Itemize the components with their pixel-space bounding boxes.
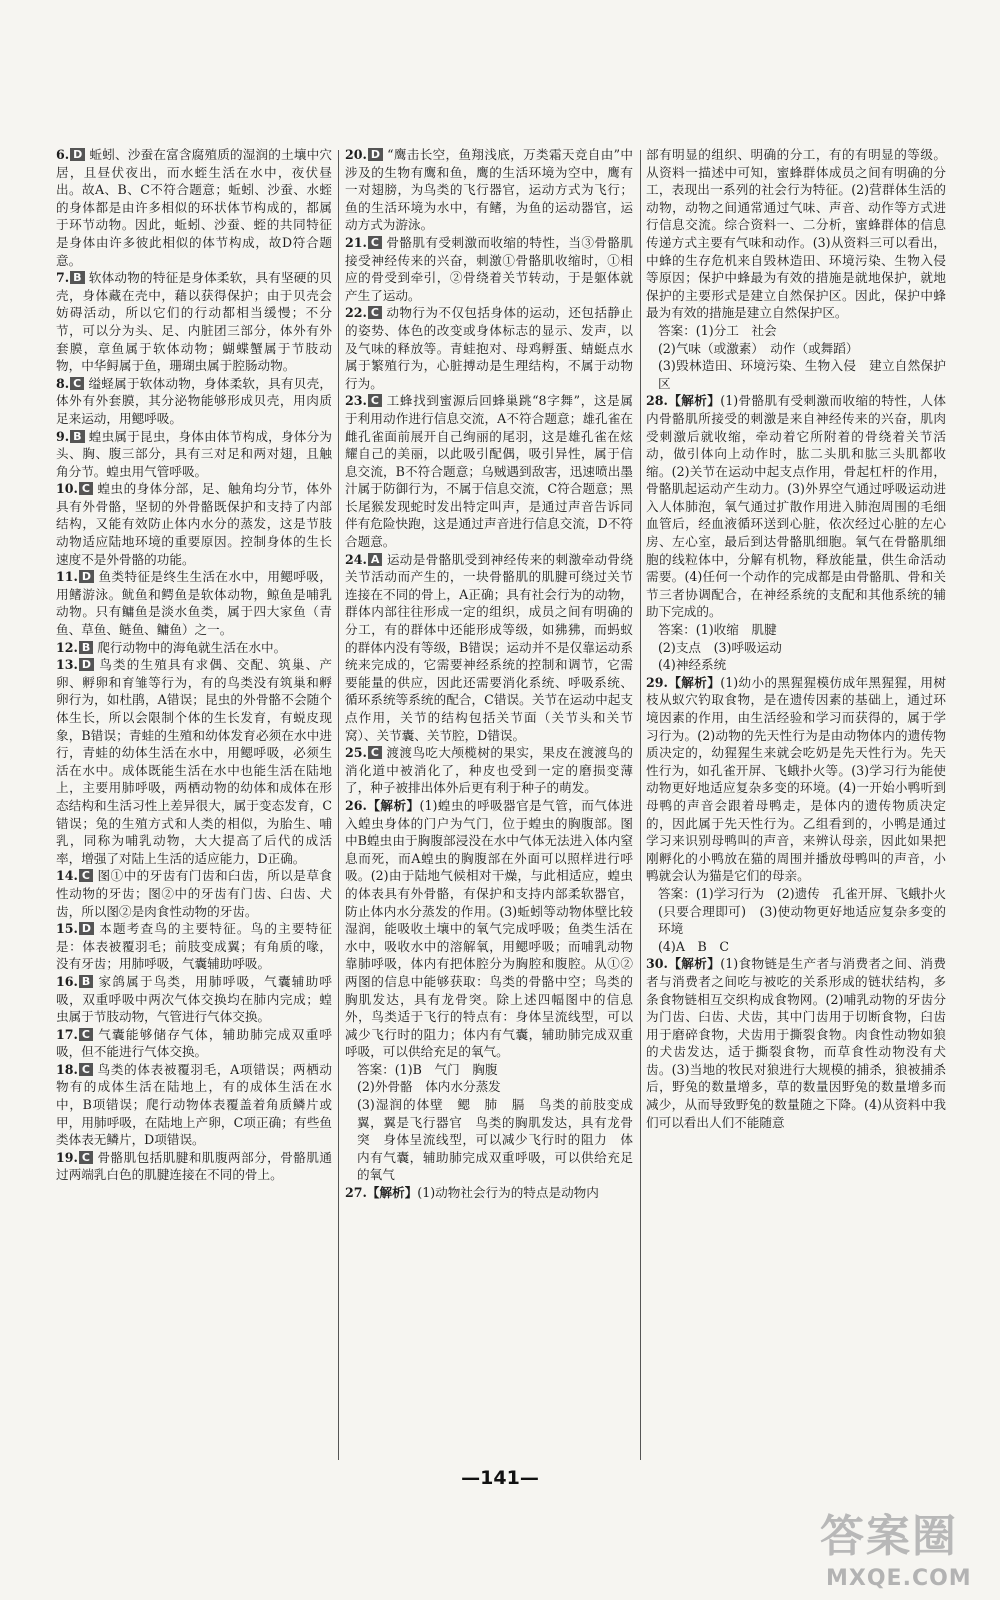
question-paragraph xyxy=(56,480,332,568)
answer-line: 答案：(1)分工 社会 xyxy=(658,322,777,338)
answer-line: (2)支点 (3)呼吸运动 xyxy=(658,639,782,655)
answer-letter-badge: B xyxy=(79,975,93,988)
explanation-text: 软体动物的特征是身体柔软，具有坚硬的贝壳，身体藏在壳中，藉以获得保护；由于贝壳会妨碍活动，所以它们的行动都相当缓慢；不分节，可以分为头、足、内脏团三部分，体外有外套膜，章鱼属于软体动物；蝴蝶蟹属于节肢动物，中华鲟属于鱼，珊瑚虫属于腔肠动物。 xyxy=(56,270,332,374)
column-divider xyxy=(640,150,641,1460)
question-number: 27. xyxy=(345,1185,367,1201)
question-number: 21. xyxy=(345,234,367,250)
answer-block xyxy=(345,1061,633,1184)
answer-line: 答案：(1)学习行为 (2)遗传 孔雀开屏、飞蛾扑火(只要合理即可) (3)使动物更好地适应复杂多变的环境 xyxy=(658,885,946,937)
question-paragraph xyxy=(646,392,946,621)
explanation-text: (1)蝗虫的呼吸器官是气管，而气体进入蝗虫身体的门户为气门，位于蝗虫的胸腹部。图中B蝗虫由于胸腹部浸没在水中气体无法进入体内窒息而死，而A蝗虫的胸腹部在外面可以照样进行呼吸。(2)由于陆地气候相对干燥，与此相适应，蝗虫的体表具有外骨骼，有保护和支持内部柔软器官，防止体内水分蒸发的作用。(3)蚯蚓等动物体壁比较湿润，能吸收土壤中的氧气完成呼吸；鱼类生活在水中，吸收水中的溶解氧，用鳃呼吸；而哺乳动物靠肺呼吸，体内有把体腔分为胸腔和腹腔。从①②两图的信息中能够获取：鸟类的骨骼中空；鸟类的胸肌发达，具有龙骨突。除上述四幅图中的信息外，鸟类适于飞行的特点有：身体呈流线型，可以减少飞行时的阻力；体内有气囊，辅助肺完成双重呼吸，可以供给充足的氧气。 xyxy=(345,797,633,1060)
explanation-text: 鸟类的体表被覆羽毛，A项错误；两栖动物有的成体生活在陆地上，有的成体生活在水中，B项错误；爬行动物体表覆盖着角质鳞片或甲，用肺呼吸，在陆地上产卵，C项正确；有些鱼类体表无鳞片，D项错误。 xyxy=(56,1061,332,1148)
question-item xyxy=(345,551,633,745)
answer-block xyxy=(646,322,946,392)
answer-letter-badge: D xyxy=(368,148,383,161)
answer-letter-badge: D xyxy=(70,148,85,161)
analysis-tag: 【解析】 xyxy=(667,674,721,690)
question-paragraph xyxy=(56,656,332,867)
question-paragraph xyxy=(345,797,633,1061)
explanation-text: 工蜂找到蜜源后回蜂巢跳“8字舞”，这是属于利用动作进行信息交流，A不符合题意；雄孔雀在雌孔雀面前展开自己绚丽的尾羽，这是雄孔雀在炫耀自己的美丽，以此吸引配偶，吸引异性，属于信息交流，B不符合题意；乌贼遇到敌害，迅速喷出墨汁属于防御行为，不属于信息交流，C符合题意；黑长尾猴发现蛇时发出特定叫声，是通过声音告诉同伴有危险快跑，这是通过声音进行信息交流，D不符合题意。 xyxy=(345,393,633,550)
explanation-text: 骨骼肌包括肌腱和肌腹两部分，骨骼肌通过两端乳白色的肌腱连接在不同的骨上。 xyxy=(56,1149,332,1183)
question-item xyxy=(345,392,633,550)
question-number: 22. xyxy=(345,305,367,321)
column-divider xyxy=(338,150,339,1460)
answer-letter-badge: D xyxy=(79,658,94,671)
explanation-text: 部有明显的组织、明确的分工，有的有明显的等级。从资料一描述中可知，蜜蜂群体成员之间有明确的分工，表现出一系列的社会行为特征。(2)营群体生活的动物，动物之间通常通过气味、声音、动作等方式进行信息交流。综合资料一、二分析，蜜蜂群体的信息传递方式主要有气味和动作。(3)从资料三可以看出，中蜂的生存危机来自毁林造田、环境污染、生物入侵等原因；保护中蜂最为有效的措施是就地保护，就地保护的主要形式是建立自然保护区。因此，保护中蜂最为有效的措施是建立自然保护区。 xyxy=(646,147,946,321)
question-paragraph xyxy=(56,639,332,657)
question-item xyxy=(345,797,633,1061)
question-number: 28. xyxy=(646,393,668,409)
question-item xyxy=(56,375,332,428)
question-item xyxy=(56,1061,332,1149)
question-paragraph xyxy=(56,1149,332,1184)
question-item xyxy=(56,269,332,375)
question-paragraph xyxy=(345,234,633,304)
answer-letter-badge: D xyxy=(79,570,94,583)
question-paragraph xyxy=(56,973,332,1026)
answer-letter-badge: A xyxy=(368,553,383,566)
column-left xyxy=(56,146,332,1461)
explanation-text: (1)幼小的黑猩猩模仿成年黑猩猩，用树枝从蚁穴钓取食物，是在遗传因素的基础上，通过环境因素的作用，由生活经验和学习而获得的，属于学习行为。(2)动物的先天性行为是由动物体内的遗传物质决定的，幼猩猩生来就会吃奶是先天性行为。先天性行为，如孔雀开屏、飞蛾扑火等。(3)学习行为能使动物更好地适应复杂多变的环境。(4)一开始小鸭听到母鸭的声音会跟着母鸭走，是体内的遗传物质决定的，因此属于先天性行为。乙组看到的，小鸭是通过学习来识别母鸭叫的声音，来辨认母亲，因此如果把刚孵化的小鸭放在猫的周围并播放母鸭叫的声音，小鸭就会认为猫是它们的母亲。 xyxy=(646,674,946,884)
question-item xyxy=(56,867,332,920)
answer-letter-badge: C xyxy=(70,377,84,390)
question-item xyxy=(56,568,332,638)
column-right xyxy=(646,146,946,1461)
question-paragraph xyxy=(56,269,332,375)
question-paragraph xyxy=(345,551,633,745)
question-paragraph xyxy=(646,146,946,322)
column-middle xyxy=(345,146,633,1461)
explanation-text: 图①中的牙齿有门齿和臼齿，所以是草食性动物的牙齿；图②中的牙齿有门齿、臼齿、犬齿，所以图②是肉食性动物的牙齿。 xyxy=(56,868,332,919)
explanation-text: 鸟类的生殖具有求偶、交配、筑巢、产卵、孵卵和育雏等行为，有的鸟类没有筑巢和孵卵行为，如杜鹃，A错误；昆虫的外骨骼不会随个体生长，所以会限制个体的生长发育，有蜕皮现象，B错误；青蛙的生殖和幼体发育必须在水中进行，青蛙的幼体生活在水中，用鳃呼吸，必须生活在水中。成体既能生活在水中也能生活在陆地上，主要用肺呼吸，两栖动物的幼体和成体在形态结构和生活习性上差异很大，属于变态发育，C错误；兔的生殖方式和人类的相似，为胎生、哺乳，同称为哺乳动物，大大提高了后代的成活率，增强了对陆上生活的适应能力，D正确。 xyxy=(56,657,332,866)
question-number: 18. xyxy=(56,1061,78,1077)
answer-line: (2)气味（或激素） 动作（或舞蹈） xyxy=(658,340,859,356)
explanation-text: 骨骼肌有受刺激而收缩的特性，当③骨骼肌接受神经传来的兴奋，刺激①骨骼肌收缩时，①相应的骨受到牵引，②骨绕着关节转动，于是躯体就产生了运动。 xyxy=(345,234,633,303)
question-item xyxy=(646,146,946,322)
question-number: 26. xyxy=(345,797,367,813)
question-paragraph xyxy=(56,867,332,920)
question-paragraph xyxy=(56,920,332,973)
question-number: 10. xyxy=(56,481,78,497)
answer-letter-badge: C xyxy=(368,746,382,759)
analysis-tag: 【解析】 xyxy=(366,1185,418,1201)
explanation-text: 鱼类特征是终生生活在水中，用鳃呼吸，用鳍游泳。鱿鱼和鳄鱼是软体动物，鲸鱼是哺乳动物。只有鳙鱼是淡水鱼类，属于四大家鱼（青鱼、草鱼、鲢鱼、鳙鱼）之一。 xyxy=(56,569,332,638)
question-number: 13. xyxy=(56,657,78,673)
answer-letter-badge: C xyxy=(79,1028,93,1041)
answer-line: (4)神经系统 xyxy=(658,657,727,673)
answer-letter-badge: C xyxy=(368,394,382,407)
question-item xyxy=(345,234,633,304)
explanation-text: 爬行动物中的海龟就生活在水中。 xyxy=(97,639,287,655)
watermark-logo xyxy=(820,1500,980,1596)
explanation-text: 本题考查鸟的主要特征。鸟的主要特征是：体表被覆羽毛；前肢变成翼；有角质的喙，没有牙齿；用肺呼吸，气囊辅助呼吸。 xyxy=(56,921,332,972)
question-item xyxy=(345,1184,633,1202)
explanation-text: 蝗虫属于昆虫，身体由体节构成，身体分为头、胸、腹三部分，具有三对足和两对翅，且触角分节。蝗虫用气管呼吸。 xyxy=(56,428,332,479)
question-item xyxy=(345,146,633,234)
question-number: 8. xyxy=(56,375,70,391)
explanation-text: 运动是骨骼肌受到神经传来的刺激牵动骨绕关节活动而产生的，一块骨骼肌的肌腱可绕过关节连接在不同的骨上，A正确；具有社会行为的动物，群体内部往往形成一定的组织，成员之间有明确的分工，有的群体中还能形成等级，如狒狒，而蚂蚁的群体内没有等级，B错误；运动并不是仅靠运动系统来完成的，它需要神经系统的控制和调节，它需要能量的供应，因此还需要消化系统、呼吸系统、循环系统等系统的配合，C错误。关节在运动中起支点作用，关节的结构包括关节面（关节头和关节窝）、关节囊、关节腔，D错误。 xyxy=(345,551,633,743)
question-paragraph xyxy=(345,744,633,797)
answer-line: (3)湿润的体壁 鳃 肺 膈 鸟类的前肢变成翼，翼是飞行器官 鸟类的胸肌发达，具有龙骨突 身体呈流线型，可以减少飞行时的阻力 体内有气囊，辅助肺完成双重呼吸，可以供给充足的氧气 xyxy=(357,1097,633,1183)
question-item xyxy=(646,392,946,621)
question-item xyxy=(56,639,332,657)
question-paragraph xyxy=(56,428,332,481)
question-paragraph xyxy=(56,1061,332,1149)
question-paragraph xyxy=(56,1026,332,1061)
question-item xyxy=(56,480,332,568)
answer-letter-badge: C xyxy=(368,236,382,249)
question-paragraph xyxy=(345,392,633,550)
explanation-text: “鹰击长空，鱼翔浅底，万类霜天竞自由”中涉及的生物有鹰和鱼，鹰的生活环境为空中，鹰有一对翅膀，为鸟类的飞行器官，运动方式为飞行；鱼的生活环境为水中，有鳍，为鱼的运动器官，运动方式为游泳。 xyxy=(345,147,633,233)
answer-letter-badge: B xyxy=(79,641,93,654)
question-number: 16. xyxy=(56,973,78,989)
analysis-tag: 【解析】 xyxy=(667,956,721,972)
question-item xyxy=(56,1149,332,1184)
answer-letter-badge: B xyxy=(70,430,84,443)
explanation-text: (1)骨骼肌有受刺激而收缩的特性，人体内骨骼肌所接受的刺激是来自神经传来的兴奋，肌肉受刺激后就收缩，牵动着它所附着的骨绕着关节活动，做引体向上动作时，肱二头肌和肱三头肌都收缩。(2)关节在运动中起支点作用，骨起杠杆的作用，骨骼肌起运动产生动力。(3)外界空气通过呼吸运动进入人体肺泡，氧气通过扩散作用进入肺泡周围的毛细血管后，经血液循环送到心脏，依次经过心脏的左心房、左心室，最后到达骨骼肌细胞。氧气在骨骼肌细胞的线粒体中，分解有机物，释放能量，供生命活动需要。(4)任何一个动作的完成都是由骨骼肌、骨和关节三者协调配合，在神经系统的支配和其他系统的辅助下完成的。 xyxy=(646,393,946,620)
question-number: 9. xyxy=(56,428,70,444)
question-number: 15. xyxy=(56,921,78,937)
question-paragraph xyxy=(345,146,633,234)
watermark-url: MXQE.COM xyxy=(826,1566,972,1591)
question-number: 19. xyxy=(56,1149,78,1165)
answer-line: (3)毁林造田、环境污染、生物入侵 建立自然保护区 xyxy=(658,358,946,391)
question-paragraph xyxy=(646,955,946,1131)
answer-line: 答案：(1)B 气门 胸腹 xyxy=(357,1061,498,1077)
answer-letter-badge: C xyxy=(79,482,93,495)
answer-block xyxy=(646,621,946,674)
question-number: 30. xyxy=(646,956,668,972)
question-number: 23. xyxy=(345,393,367,409)
explanation-text: (1)动物社会行为的特点是动物内 xyxy=(417,1185,599,1201)
question-paragraph xyxy=(56,146,332,269)
question-paragraph xyxy=(56,568,332,638)
question-item xyxy=(56,1026,332,1061)
answer-line: (2)外骨骼 体内水分蒸发 xyxy=(357,1079,501,1095)
explanation-text: 家鸽属于鸟类，用肺呼吸，气囊辅助呼吸，双重呼吸中两次气体交换均在肺内完成；蝗虫属于节肢动物，气管进行气体交换。 xyxy=(56,973,332,1025)
explanation-text: 蝗虫的身体分部，足、触角均分节，体外具有外骨骼，坚韧的外骨骼既保护和支持了内部结构，又能有效防止体内水分的蒸发，这是节肢动物适应陆地环境的重要原因。控制身体的生长速度不是外骨骼的功能。 xyxy=(56,481,332,567)
answer-line: (4)A B C xyxy=(658,938,730,954)
question-item xyxy=(56,920,332,973)
answer-letter-badge: C xyxy=(79,1151,93,1164)
question-number: 11. xyxy=(56,569,78,585)
question-paragraph xyxy=(345,304,633,392)
answer-letter-badge: C xyxy=(79,869,93,882)
question-paragraph xyxy=(56,375,332,428)
analysis-tag: 【解析】 xyxy=(366,797,420,813)
explanation-text: 气囊能够储存气体，辅助肺完成双重呼吸，但不能进行气体交换。 xyxy=(56,1026,332,1060)
question-item xyxy=(56,973,332,1026)
explanation-text: 缢蛏属于软体动物，身体柔软，具有贝壳，体外有外套膜，其分泌物能够形成贝壳，用肉质足来运动，用鳃呼吸。 xyxy=(56,375,332,426)
question-number: 6. xyxy=(56,147,70,162)
question-item xyxy=(646,674,946,885)
question-item xyxy=(56,428,332,481)
answer-block xyxy=(646,885,946,955)
question-number: 17. xyxy=(56,1026,78,1042)
question-item xyxy=(345,744,633,797)
question-item xyxy=(345,304,633,392)
question-item xyxy=(56,656,332,867)
analysis-tag: 【解析】 xyxy=(667,393,721,409)
answer-letter-badge: C xyxy=(368,306,382,319)
question-number: 20. xyxy=(345,147,367,162)
question-number: 24. xyxy=(345,551,367,567)
answer-line: 答案：(1)收缩 肌腱 xyxy=(658,622,777,638)
question-number: 14. xyxy=(56,868,78,884)
answer-letter-badge: B xyxy=(70,271,84,284)
watermark-mark: 答案圈 xyxy=(820,1511,958,1562)
question-paragraph xyxy=(345,1184,633,1202)
question-item xyxy=(646,955,946,1131)
explanation-text: (1)食物链是生产者与消费者之间、消费者与消费者之间吃与被吃的关系形成的链状结构，多条食物链相互交织构成食物网。(2)哺乳动物的牙齿分为门齿、臼齿、犬齿，其中门齿用于切断食物，臼齿用于磨碎食物，犬齿用于撕裂食物。肉食性动物如狼的犬齿发达，适于撕裂食物，而草食性动物没有犬齿。(3)当地的牧民对狼进行大规模的捕杀，狼被捕杀后，野兔的数量增多，草的数量因野兔的数量增多而减少，从而导致野兔的数量随之下降。(4)从资料中我们可以看出人们不能随意 xyxy=(646,956,946,1130)
explanation-text: 蚯蚓、沙蚕在富含腐殖质的湿润的土壤中穴居，且昼伏夜出，而水蛭生活在水中，夜伏昼出。故A、B、C不符合题意；蚯蚓、沙蚕、水蛭的身体都是由许多相似的环状体节构成的，都属于环节动物。因此，蚯蚓、沙蚕、蛭的共同特征是身体由许多彼此相似的体节构成，故D符合题意。 xyxy=(56,147,332,268)
question-number: 7. xyxy=(56,270,70,286)
question-item xyxy=(56,146,332,269)
answer-letter-badge: D xyxy=(79,922,94,935)
page-number: —141— xyxy=(461,1467,539,1489)
answer-letter-badge: C xyxy=(79,1063,93,1076)
question-paragraph xyxy=(646,674,946,885)
question-number: 25. xyxy=(345,745,367,761)
question-number: 29. xyxy=(646,674,668,690)
question-number: 12. xyxy=(56,639,78,655)
explanation-text: 渡渡鸟吃大颅榄树的果实，果皮在渡渡鸟的消化道中被消化了，种皮也受到一定的磨损变薄了，种子被排出体外后更有利于种子的萌发。 xyxy=(345,745,633,796)
explanation-text: 动物行为不仅包括身体的运动，还包括静止的姿势、体色的改变或身体标志的显示、发声，以及气味的释放等。青蛙抱对、母鸡孵蛋、蜻蜓点水属于繁殖行为，心脏搏动是生理结构，不属于动物行为。 xyxy=(345,305,633,391)
